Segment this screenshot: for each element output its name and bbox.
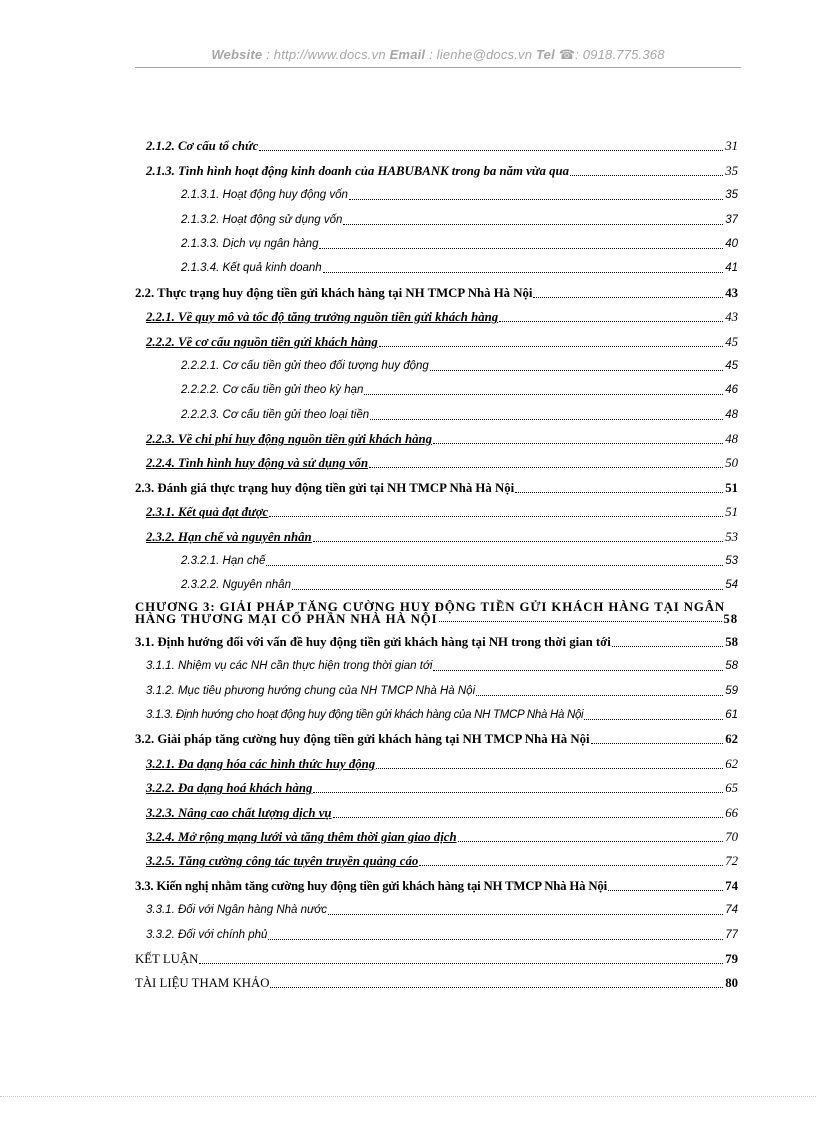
toc-entry-title: 3.2.1. Đa dạng hóa các hình thức huy động (146, 756, 376, 771)
toc-entry[interactable] (135, 301, 738, 325)
toc-entry-title: 2.3.2.2. Nguyên nhân (181, 579, 291, 592)
toc-entry[interactable] (135, 130, 738, 154)
toc-entry-title: 2.1.3.2. Hoạt động sử dụng vốn (181, 213, 343, 226)
toc-entry-page: 58 (725, 660, 738, 673)
toc-entry[interactable] (135, 496, 738, 520)
toc-entry[interactable] (135, 674, 738, 698)
toc-entry-page: 48 (725, 432, 738, 447)
toc-entry-title: 3.1.1. Nhiệm vụ các NH cần thực hiện trong thời gian tới (146, 660, 433, 673)
toc-entry-title: 2.2.2.3. Cơ cấu tiền gửi theo loại tiền (181, 408, 370, 421)
toc-entry-title: 3.2.3. Nâng cao chất lượng dịch vụ (146, 805, 332, 820)
toc-entry-page: 41 (725, 262, 738, 275)
toc-entry-title: KẾT LUẬN (135, 951, 199, 966)
toc-entry-title: 2.2.2. Về cơ cấu nguồn tiền gửi khách hàng (146, 334, 378, 349)
toc-entry[interactable] (135, 520, 738, 544)
toc-entry-title: 2.1.3.4. Kết quả kinh doanh (181, 262, 322, 275)
toc-entry-page: 43 (725, 310, 738, 325)
toc-entry[interactable] (135, 845, 738, 869)
toc-entry[interactable] (135, 423, 738, 447)
toc-entry-page: 62 (725, 756, 738, 771)
toc-entry-page: 54 (725, 579, 738, 592)
toc-entry-page: 45 (725, 334, 738, 349)
toc-entry-title: 3.3.2. Đối với chính phủ (146, 928, 268, 941)
toc-entry[interactable] (135, 723, 738, 747)
toc-entry[interactable] (135, 967, 738, 991)
toc-entry-title: TÀI LIỆU THAM KHẢO (135, 976, 270, 991)
toc-entry-title: 3.2.5. Tăng cường công tác tuyên truyền quảng cáo (146, 854, 419, 869)
toc-entry-page: 45 (725, 359, 738, 372)
toc-entry-page: 51 (725, 480, 738, 495)
toc-entry[interactable] (135, 374, 738, 398)
tel-value: ☎: 0918.775.368 (558, 47, 665, 62)
toc-entry[interactable] (135, 747, 738, 771)
tel-label: Tel (536, 47, 555, 62)
toc-entry-page: 48 (725, 408, 738, 421)
toc-entry-page: 53 (725, 529, 738, 544)
toc-entry[interactable] (135, 179, 738, 203)
toc-entry-title: 3.1.3. Định hướng cho hoạt động huy động tiền gửi khách hàng của NH TMCP Nhà Hà Nội (146, 708, 584, 721)
toc-entry-page: 62 (725, 732, 738, 747)
toc-entry[interactable] (135, 276, 738, 300)
toc-entry[interactable] (135, 471, 738, 495)
toc-entry-page: 53 (725, 555, 738, 568)
toc-entry-title: 2.2.2.1. Cơ cấu tiền gửi theo đối tượng huy động (181, 359, 429, 372)
toc-entry-page: 77 (725, 928, 738, 941)
toc-entry[interactable] (135, 772, 738, 796)
toc-entry[interactable] (135, 943, 738, 967)
toc-entry[interactable] (135, 228, 738, 252)
toc-entry-title: 2.2.1. Về quy mô và tốc độ tăng trưởng nguồn tiền gửi khách hàng (146, 310, 499, 325)
page-header (135, 47, 741, 63)
toc-entry-page: 79 (725, 951, 738, 966)
toc-entry-page: 72 (725, 854, 738, 869)
toc-entry-page: 31 (725, 139, 738, 154)
toc-entry-page: 80 (725, 976, 738, 991)
chapter-title-line-2: HÀNG THƯƠNG MẠI CỔ PHẦN NHÀ HÀ NỘI (135, 612, 438, 627)
toc-entry-page: 65 (725, 781, 738, 796)
toc-entry-title: 3.1. Định hướng đối với vấn đề huy động tiền gửi khách hàng tại NH trong thời gian tới (135, 634, 611, 649)
toc-entry[interactable] (135, 398, 738, 422)
toc-entry-title: 2.2. Thực trạng huy động tiền gửi khách hàng tại NH TMCP Nhà Hà Nội (135, 285, 533, 300)
header-divider (135, 67, 741, 68)
toc-entry-title: 2.3.1. Kết quả đạt được (146, 505, 269, 520)
toc-entry-title: 3.2.2. Đa dạng hoá khách hàng (146, 781, 313, 796)
toc-entry-title: 2.2.2.2. Cơ cấu tiền gửi theo kỳ hạn (181, 384, 364, 397)
toc-entry-title: 3.3. Kiến nghị nhằm tăng cường huy động tiền gửi khách hàng tại NH TMCP Nhà Hà Nội (135, 878, 607, 893)
toc-entry[interactable] (135, 821, 738, 845)
website-value[interactable]: : http://www.docs.vn (266, 47, 386, 62)
toc-entry-title: 3.2.4. Mở rộng mạng lưới và tăng thêm thời gian giao dịch (146, 829, 457, 844)
website-label: Website (211, 47, 263, 62)
toc-entry-title: 2.3.2.1. Hạn chế (181, 555, 266, 568)
toc-entry[interactable] (135, 154, 738, 178)
toc-entry-page: 35 (725, 163, 738, 178)
toc-entry-title: 2.3.2. Hạn chế và nguyên nhân (146, 529, 312, 544)
toc-entry-page: 46 (725, 384, 738, 397)
toc-entry[interactable] (135, 699, 738, 723)
email-label: Email (389, 47, 426, 62)
toc-entry-page: 61 (725, 708, 738, 721)
toc-entry-page: 51 (725, 505, 738, 520)
toc-entry-title: 2.3. Đánh giá thực trạng huy động tiền gửi tại NH TMCP Nhà Hà Nội (135, 480, 515, 495)
toc-entry[interactable] (135, 650, 738, 674)
toc-entry-page: 50 (725, 456, 738, 471)
toc-entry-page: 66 (725, 805, 738, 820)
toc-entry-page: 74 (725, 878, 738, 893)
toc-entry[interactable] (135, 918, 738, 942)
toc-entry-title: 2.1.3.3. Dịch vụ ngân hàng (181, 237, 319, 250)
table-of-contents (135, 130, 738, 991)
toc-entry[interactable] (135, 625, 738, 649)
toc-entry[interactable] (135, 869, 738, 893)
toc-entry[interactable] (135, 894, 738, 918)
toc-entry-page: 35 (725, 189, 738, 202)
toc-entry-page: 40 (725, 237, 738, 250)
chapter-title-line-1: CHƯƠNG 3: GIẢI PHÁP TĂNG CƯỜNG HUY ĐỘNG TIỀN GỬI KHÁCH HÀNG TẠI NGÂN (135, 600, 726, 615)
footer-divider (0, 1096, 816, 1097)
toc-entry[interactable] (135, 203, 738, 227)
toc-entry-page: 74 (725, 904, 738, 917)
toc-entry-page: 58 (725, 634, 738, 649)
toc-entry-title: 3.1.2. Mục tiêu phương hướng chung của NH TMCP Nhà Hà Nội (146, 684, 476, 697)
toc-entry-title: 2.1.3. Tình hình hoạt động kinh doanh của HABUBANK trong ba năm vừa qua (146, 163, 569, 178)
toc-entry-title: 2.2.4. Tình hình huy động và sử dụng vốn (146, 456, 369, 471)
toc-entry-title: 3.3.1. Đối với Ngân hàng Nhà nước (146, 904, 328, 917)
toc-entry[interactable] (135, 569, 738, 593)
toc-entry[interactable] (135, 796, 738, 820)
toc-entry-title: 2.1.2. Cơ cấu tổ chức (146, 139, 259, 154)
toc-entry-page: 43 (725, 285, 738, 300)
toc-entry[interactable] (135, 252, 738, 276)
toc-entry-title: 2.2.3. Về chi phí huy động nguồn tiền gửi khách hàng (146, 432, 433, 447)
chapter-page: 58 (723, 612, 738, 627)
toc-entry-page: 70 (725, 829, 738, 844)
toc-entry[interactable] (135, 545, 738, 569)
toc-entry-page: 59 (725, 684, 738, 697)
toc-entry[interactable] (135, 325, 738, 349)
toc-chapter-3[interactable] (135, 593, 738, 625)
email-value[interactable]: : lienhe@docs.vn (429, 47, 533, 62)
toc-entry-title: 3.2. Giải pháp tăng cường huy động tiền gửi khách hàng tại NH TMCP Nhà Hà Nội (135, 732, 590, 747)
toc-entry-page: 37 (725, 213, 738, 226)
toc-entry-title: 2.1.3.1. Hoạt động huy động vốn (181, 189, 348, 202)
toc-entry[interactable] (135, 447, 738, 471)
toc-entry[interactable] (135, 350, 738, 374)
